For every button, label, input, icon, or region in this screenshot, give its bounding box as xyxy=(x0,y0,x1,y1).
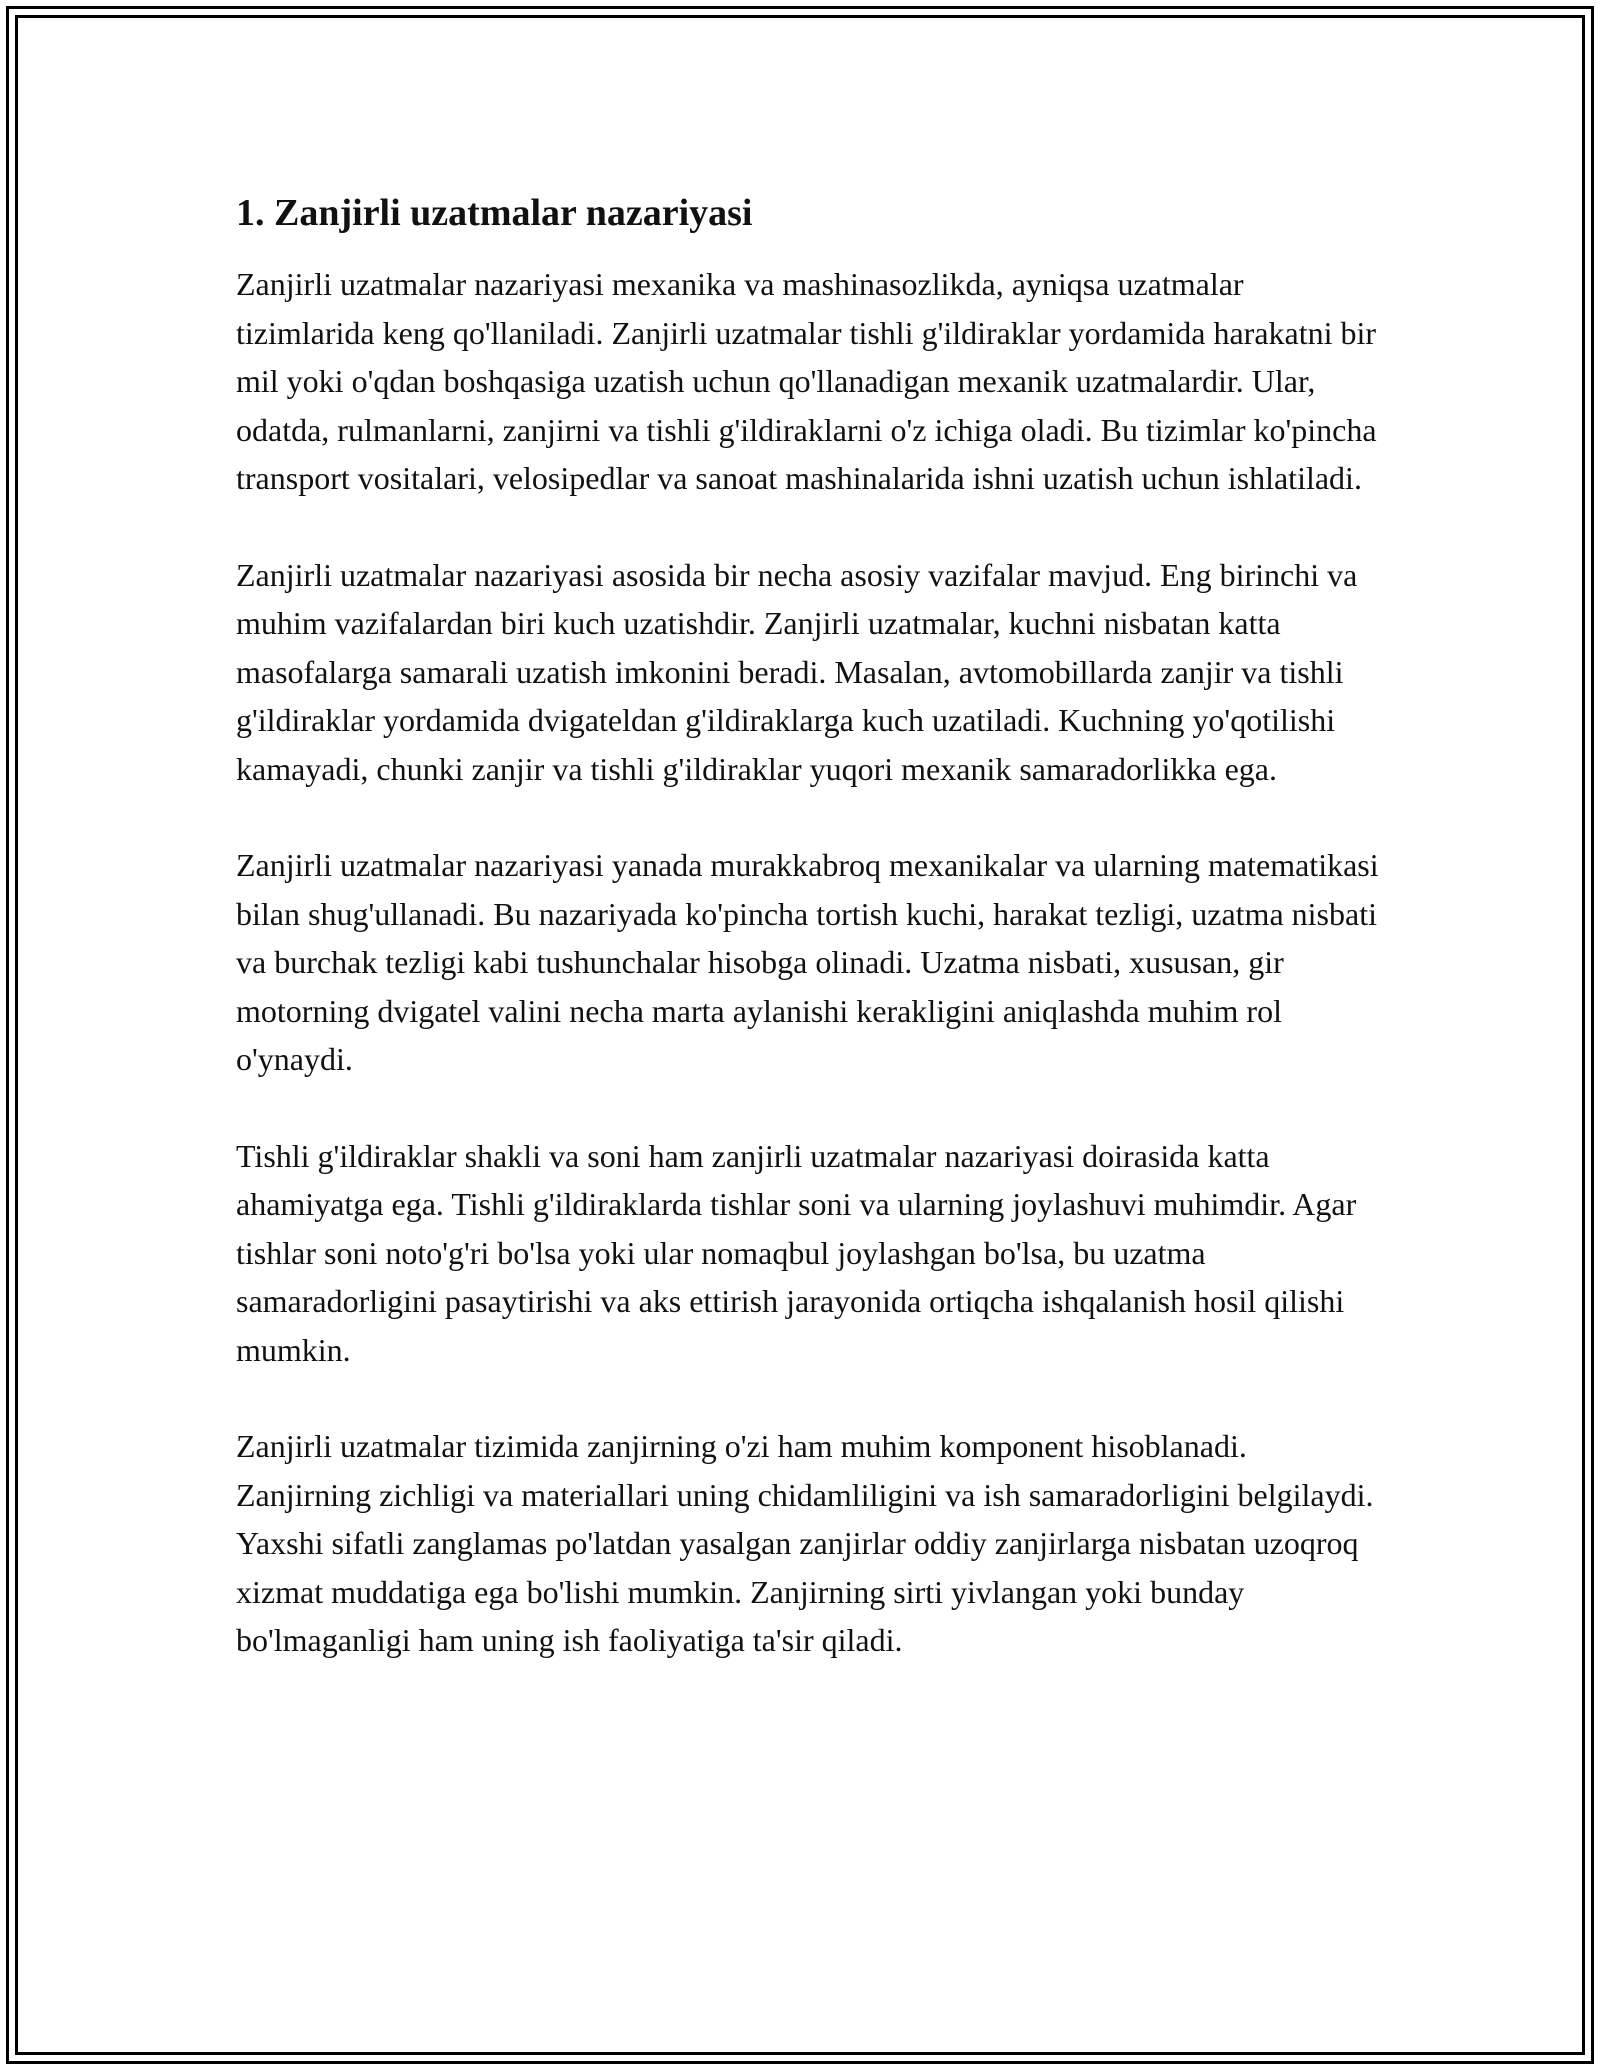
paragraph-5: Zanjirli uzatmalar tizimida zanjirning o'zi ham muhim komponent hisoblanadi. Zanjirning zichligi va materiallari uning chidamliligini va ish samaradorligini belgilaydi. Yaxshi sifatli zanglamas po'latdan yasalgan zanjirlar oddiy zanjirlarga nisbatan uzoqroq xizmat muddatiga ega bo'lishi mumkin. Zanjirning sirti yivlangan yoki bunday bo'lmaganligi ham uning ish faoliyatiga ta'sir qiladi. xyxy=(236,1428,1374,1658)
paragraph-2: Zanjirli uzatmalar nazariyasi asosida bir necha asosiy vazifalar mavjud. Eng birinchi va muhim vazifalardan biri kuch uzatishdir. Zanjirli uzatmalar, kuchni nisbatan katta masofalarga samarali uzatish imkonini beradi. Masalan, avtomobillarda zanjir va tishli g'ildiraklar yordamida dvigateldan g'ildiraklarga kuch uzatiladi. Kuchning yo'qotilishi kamayadi, chunki zanjir va tishli g'ildiraklar yuqori mexanik samaradorlikka ega. xyxy=(236,556,1358,787)
paragraph-1: Zanjirli uzatmalar nazariyasi mexanika va mashinasozlikda, ayniqsa uzatmalar tizimlarida keng qo'llaniladi. Zanjirli uzatmalar tishli g'ildiraklar yordamida harakatni bir mil yoki o'qdan boshqasiga uzatish uchun qo'llanadigan mexanik uzatmalardir. Ular, odatda, rulmanlarni, zanjirni va tishli g'ildiraklarni o'z ichiga oladi. Bu tizimlar ko'pincha transport vositalari, velosipedlar va sanoat mashinalarida ishni uzatish uchun ishlatiladi. xyxy=(236,266,1377,496)
document-body xyxy=(236,188,1386,1713)
paragraph-3: Zanjirli uzatmalar nazariyasi yanada murakkabroq mexanikalar va ularning matematikasi bilan shug'ullanadi. Bu nazariyada ko'pincha tortish kuchi, harakat tezligi, uzatma nisbati va burchak tezligi kabi tushunchalar hisobga olinadi. Uzatma nisbati, xususan, gir motorning dvigatel valini necha marta aylanishi kerakligini aniqlashda muhim rol o'ynaydi. xyxy=(236,847,1379,1077)
paragraph-4: Tishli g'ildiraklar shakli va soni ham zanjirli uzatmalar nazariyasi doirasida katta ahamiyatga ega. Tishli g'ildiraklarda tishlar soni va ularning joylashuvi muhimdir. Agar tishlar soni noto'g'ri bo'lsa yoki ular nomaqbul joylashgan bo'lsa, bu uzatma samaradorligini pasaytirishi va aks ettirish jarayonida ortiqcha ishqalanish hosil qilishi mumkin. xyxy=(236,1137,1357,1368)
section-heading: 1. Zanjirli uzatmalar nazariyasi xyxy=(236,192,753,234)
